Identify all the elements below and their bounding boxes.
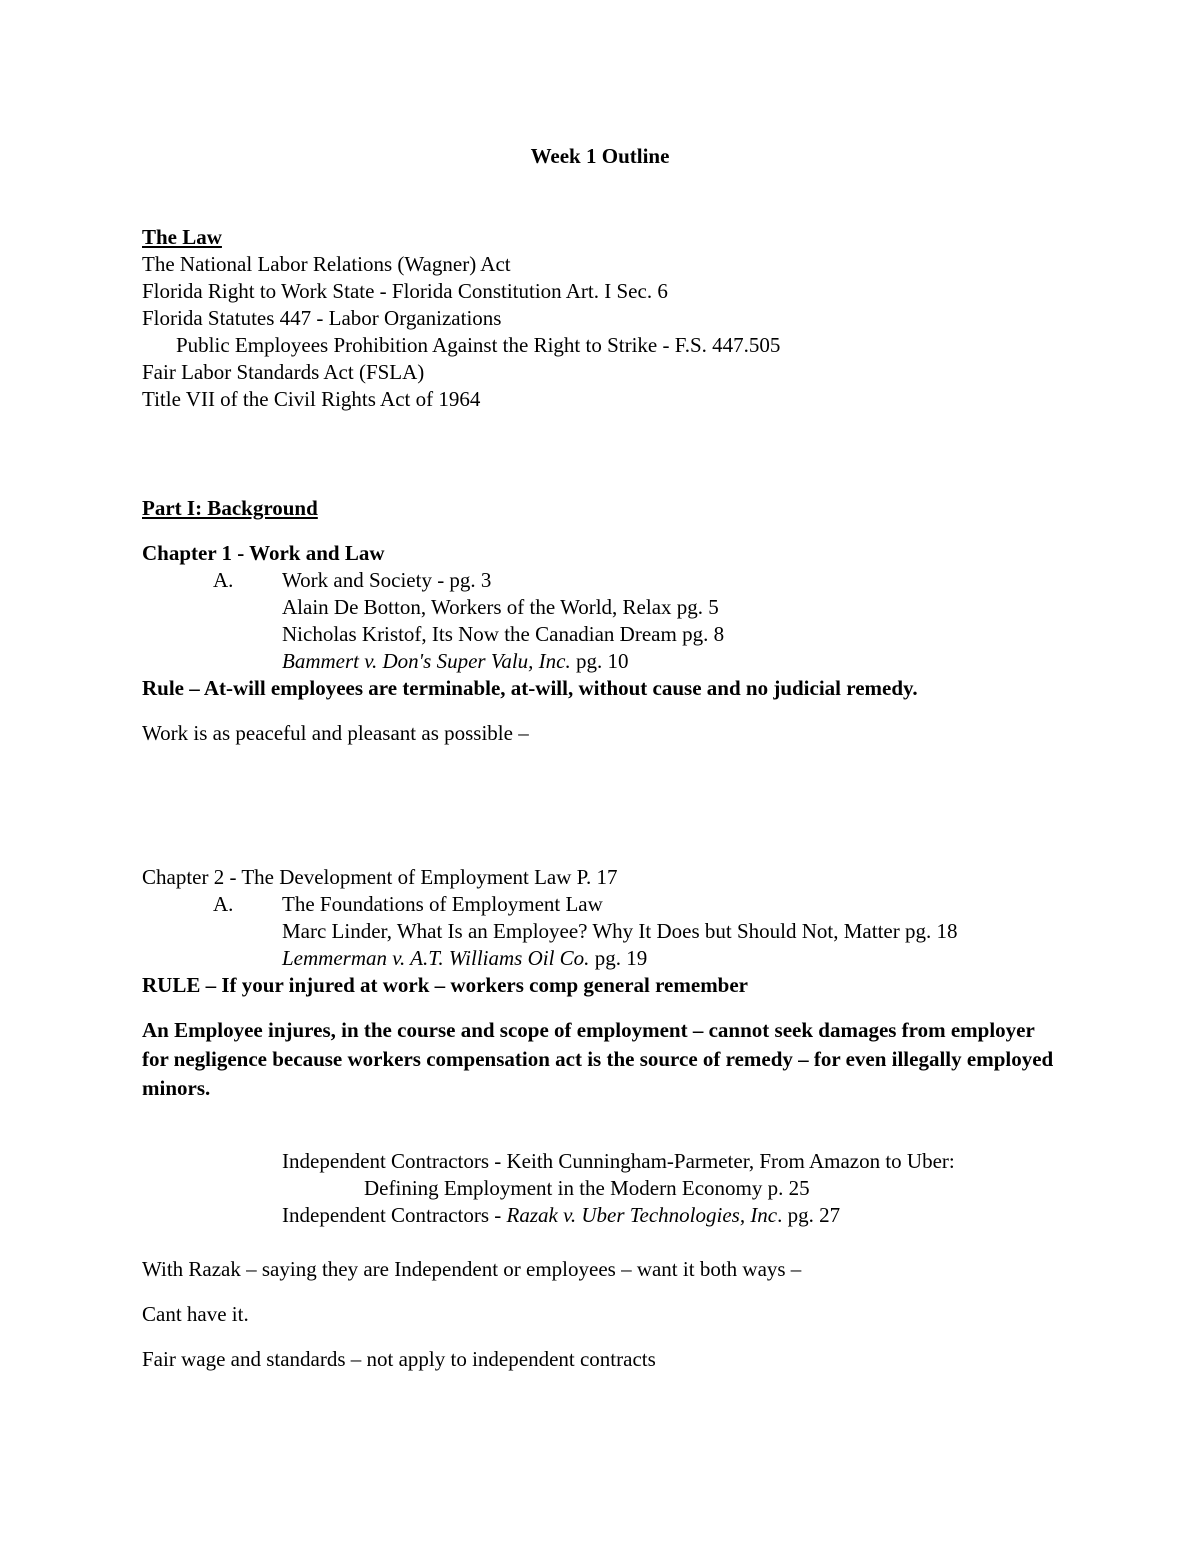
case-name: Bammert v. Don's Super Valu, Inc. bbox=[282, 649, 571, 673]
law-item: The National Labor Relations (Wagner) Act bbox=[142, 252, 511, 276]
outline-marker: A. bbox=[213, 568, 234, 592]
reading-ref-continued: Defining Employment in the Modern Economy p. 25 bbox=[364, 1176, 810, 1200]
reading-ref: Alain De Botton, Workers of the World, Relax pg. 5 bbox=[282, 595, 719, 619]
case-page: pg. 19 bbox=[589, 946, 648, 970]
note-text: With Razak – saying they are Independent or employees – want it both ways – bbox=[142, 1257, 802, 1281]
rule-text: RULE – If your injured at work – workers comp general remember bbox=[142, 973, 749, 997]
note-text: Fair wage and standards – not apply to independent contracts bbox=[142, 1347, 656, 1371]
case-name: Lemmerman v. A.T. Williams Oil Co. bbox=[282, 946, 590, 970]
law-item: Public Employees Prohibition Against the Right to Strike - F.S. 447.505 bbox=[176, 333, 781, 357]
outline-marker: A. bbox=[213, 892, 234, 916]
case-prefix: Independent Contractors - bbox=[282, 1203, 507, 1227]
note-text: Work is as peaceful and pleasant as possible – bbox=[142, 721, 529, 745]
reading-ref: Independent Contractors - Keith Cunningham-Parmeter, From Amazon to Uber: bbox=[282, 1149, 955, 1173]
case-ref bbox=[282, 1202, 840, 1229]
chapter1-heading: Chapter 1 - Work and Law bbox=[142, 541, 385, 565]
chapter2-heading: Chapter 2 - The Development of Employment Law P. 17 bbox=[142, 865, 618, 889]
outline-item: The Foundations of Employment Law bbox=[282, 892, 603, 916]
rule-text: Rule – At-will employees are terminable, at-will, without cause and no judicial remedy. bbox=[142, 676, 918, 700]
case-name: Razak v. Uber Technologies, Inc bbox=[506, 1203, 778, 1227]
law-item: Title VII of the Civil Rights Act of 1964 bbox=[142, 387, 481, 411]
law-item: Fair Labor Standards Act (FSLA) bbox=[142, 360, 425, 384]
outline-item: Work and Society - pg. 3 bbox=[282, 568, 492, 592]
law-item: Florida Right to Work State - Florida Constitution Art. I Sec. 6 bbox=[142, 279, 668, 303]
note-text: Cant have it. bbox=[142, 1302, 249, 1326]
case-page: . pg. 27 bbox=[777, 1203, 841, 1227]
part1-heading: Part I: Background bbox=[142, 496, 318, 520]
rule-paragraph: An Employee injures, in the course and scope of employment – cannot seek damages from employer for negligence because workers compensation act is the source of remedy – for even illegally employed minors. bbox=[142, 1018, 1054, 1100]
case-ref bbox=[282, 648, 628, 675]
the-law-heading: The Law bbox=[142, 225, 222, 249]
reading-ref: Marc Linder, What Is an Employee? Why It Does but Should Not, Matter pg. 18 bbox=[282, 919, 958, 943]
reading-ref: Nicholas Kristof, Its Now the Canadian Dream pg. 8 bbox=[282, 622, 725, 646]
case-ref bbox=[282, 945, 647, 972]
case-page: pg. 10 bbox=[570, 649, 629, 673]
page-title: Week 1 Outline bbox=[530, 144, 670, 168]
law-item: Florida Statutes 447 - Labor Organizations bbox=[142, 306, 502, 330]
